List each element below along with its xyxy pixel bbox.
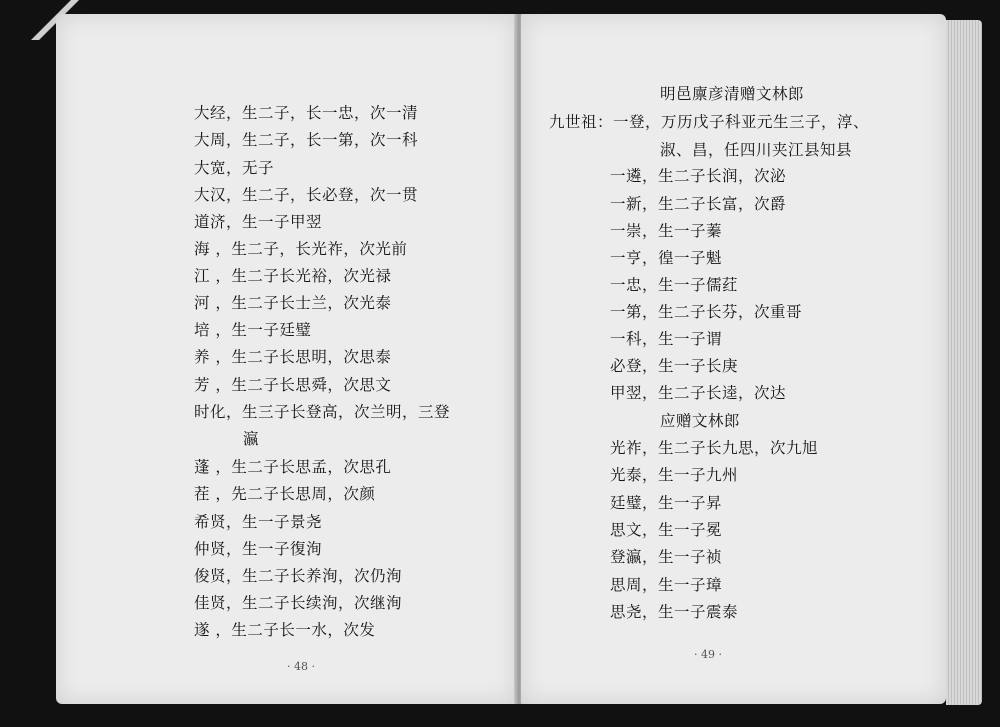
right-line: 一崇，生一子蓁 <box>610 222 723 240</box>
right-line: 思尧，生一子震泰 <box>610 603 739 621</box>
right-line: 一亨，徨一子魁 <box>610 249 723 267</box>
right-line: 一遴，生二子长润，次泌 <box>610 167 787 185</box>
right-line: 思文，生一子冕 <box>610 521 723 539</box>
right-line: 淑、昌，任四川夹江县知县 <box>660 141 853 159</box>
right-line: 光泰，生一子九州 <box>610 466 739 484</box>
left-line: 河 ，生二子长士兰，次光泰 <box>194 294 392 312</box>
left-line: 大周，生二子，长一第，次一科 <box>194 131 419 149</box>
left-line: 瀛 <box>243 430 260 448</box>
left-line: 大经，生二子，长一忠，次一清 <box>194 104 419 122</box>
right-line: 登瀛，生一子祯 <box>610 548 723 566</box>
right-line: 一第，生二子长芬，次重哥 <box>610 303 803 321</box>
left-line: 道济，生一子甲翌 <box>194 213 323 231</box>
page-edges <box>946 20 982 705</box>
right-heading: 明邑廪彦清赠文林郎 <box>660 85 805 103</box>
left-line: 俊贤，生二子长养洵，次仍洵 <box>194 567 403 585</box>
left-line: 大宽，无子 <box>194 159 275 177</box>
left-line: 芳 ，生二子长思舜，次思文 <box>194 376 392 394</box>
left-line: 大汉，生二子，长必登，次一贯 <box>194 186 419 204</box>
right-line: 必登，生一子长庚 <box>610 357 739 375</box>
right-line: 思周，生一子璋 <box>610 576 723 594</box>
left-line: 海 ，生二子，长光祚，次光前 <box>194 240 408 258</box>
left-line: 养 ，生二子长思明，次思泰 <box>194 348 392 366</box>
right-line: 廷璧，生一子昇 <box>610 494 723 512</box>
right-heading: 应赠文林郎 <box>660 412 741 430</box>
right-line: 九世祖：一登，万历戊子科亚元生三子，淳、 <box>549 113 870 131</box>
left-line: 仲贤，生一子復洵 <box>194 540 323 558</box>
left-line: 培 ，生一子廷璧 <box>194 321 312 339</box>
page-number: · 48 · <box>287 660 315 673</box>
right-line: 甲翌，生二子长逵，次达 <box>610 384 787 402</box>
left-line: 蓬 ，生二子长思孟，次思孔 <box>194 458 392 476</box>
left-line: 茬 ，先二子长思周，次颜 <box>194 485 376 503</box>
left-line: 时化，生三子长登高，次兰明，三登 <box>194 403 451 421</box>
left-line: 希贤，生一子景尧 <box>194 513 323 531</box>
right-line: 光祚，生二子长九思，次九旭 <box>610 439 819 457</box>
left-line: 江 ，生二子长光裕，次光禄 <box>194 267 392 285</box>
right-line: 一忠，生一子儒荭 <box>610 276 739 294</box>
left-line: 佳贤，生二子长续洵，次继洵 <box>194 594 403 612</box>
left-line: 遂 ，生二子长一水，次发 <box>194 621 376 639</box>
right-line: 一新，生二子长富，次爵 <box>610 195 787 213</box>
page-number: · 49 · <box>694 648 722 661</box>
right-line: 一科，生一子谓 <box>610 330 723 348</box>
